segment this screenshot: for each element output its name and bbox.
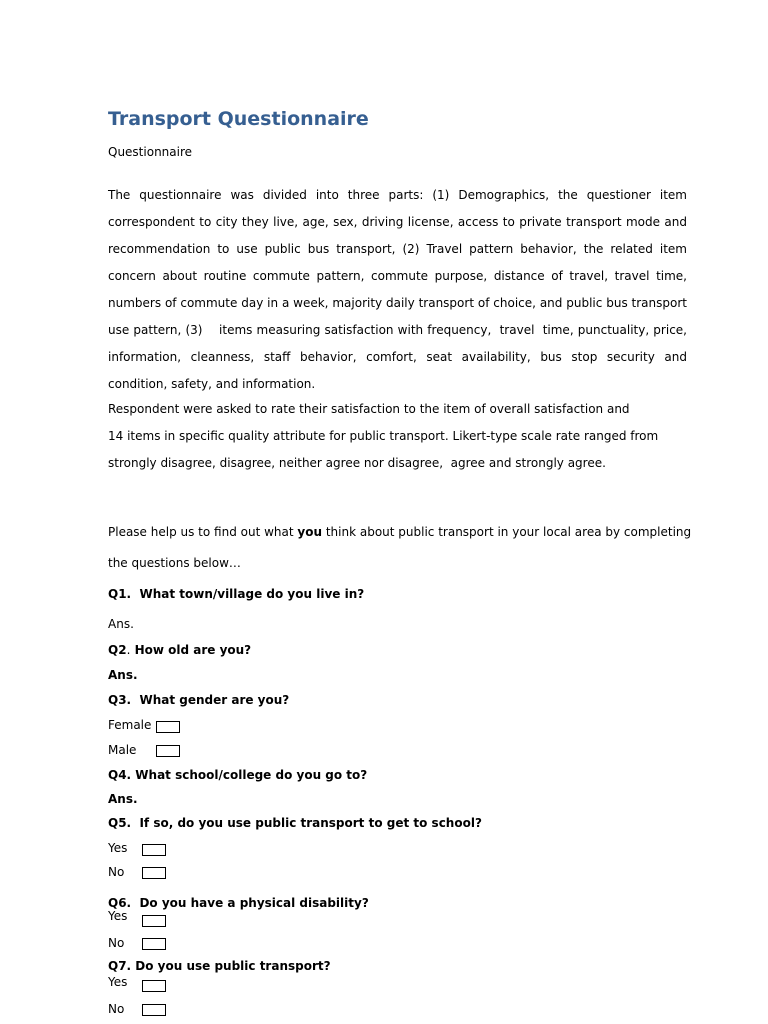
question-6: Q6. Do you have a physical disability? (108, 896, 369, 910)
q6-option-no-label: No (108, 936, 125, 950)
intro-text-after: think about public transport in your local area by completing (322, 525, 692, 539)
option-male-label: Male (108, 743, 137, 757)
rating-line-1: Respondent were asked to rate their satisfaction to the item of overall satisfaction and (108, 402, 630, 416)
q7-yes-checkbox[interactable] (142, 980, 166, 992)
answer-4[interactable]: Ans. (108, 792, 138, 806)
question-2-number: Q2 (108, 643, 127, 657)
intro-text-bold: you (297, 525, 323, 539)
female-checkbox[interactable] (156, 721, 180, 733)
q7-no-checkbox[interactable] (142, 1004, 166, 1016)
q5-option-yes-label: Yes (108, 841, 128, 855)
question-2-text: How old are you? (130, 643, 252, 657)
question-1: Q1. What town/village do you live in? (108, 587, 365, 601)
q6-no-checkbox[interactable] (142, 938, 166, 950)
q5-no-checkbox[interactable] (142, 867, 166, 879)
rating-line-2: 14 items in specific quality attribute for public transport. Likert-type scale rate ranged from (108, 429, 659, 443)
question-2 (108, 643, 251, 657)
intro-text-before: Please help us to find out what (108, 525, 298, 539)
intro-line-1 (108, 525, 691, 539)
question-2-dot: . (126, 643, 131, 657)
q5-yes-checkbox[interactable] (142, 844, 166, 856)
answer-1[interactable]: Ans. (108, 617, 134, 631)
page-subtitle: Questionnaire (108, 145, 193, 159)
description-paragraph: The questionnaire was divided into three parts: (1) Demographics, the questioner item correspondent to city they live, age, sex, driving license, access to private transport mode and recommendation to use public bus transport, (2) Travel pattern behavior, the related item concern about routine commute pattern, commute purpose, distance of travel, travel time, numbers of commute day in a week, majority daily transport of choice, and public bus transport use pattern, (3) items measuring satisfaction with frequency, travel time, punctuality, price, information, cleanness, staff behavior, comfort, seat availability, bus stop security and condition, safety, and information. (108, 188, 687, 391)
male-checkbox[interactable] (156, 745, 180, 757)
rating-line-3: strongly disagree, disagree, neither agree nor disagree, agree and strongly agree. (108, 456, 606, 470)
q5-option-no-label: No (108, 865, 125, 879)
document-page (108, 0, 692, 1024)
q7-option-yes-label: Yes (108, 975, 128, 989)
rating-paragraph (108, 396, 687, 477)
q7-option-no-label: No (108, 1002, 125, 1016)
question-4: Q4. What school/college do you go to? (108, 768, 368, 782)
question-7: Q7. Do you use public transport? (108, 959, 331, 973)
question-3: Q3. What gender are you? (108, 693, 290, 707)
question-5: Q5. If so, do you use public transport to get to school? (108, 816, 482, 830)
intro-line-2: the questions below… (108, 556, 241, 570)
answer-2[interactable]: Ans. (108, 668, 138, 682)
q6-yes-checkbox[interactable] (142, 915, 166, 927)
page-title: Transport Questionnaire (108, 108, 369, 130)
q6-option-yes-label: Yes (108, 909, 128, 923)
option-female-label: Female (108, 718, 152, 732)
